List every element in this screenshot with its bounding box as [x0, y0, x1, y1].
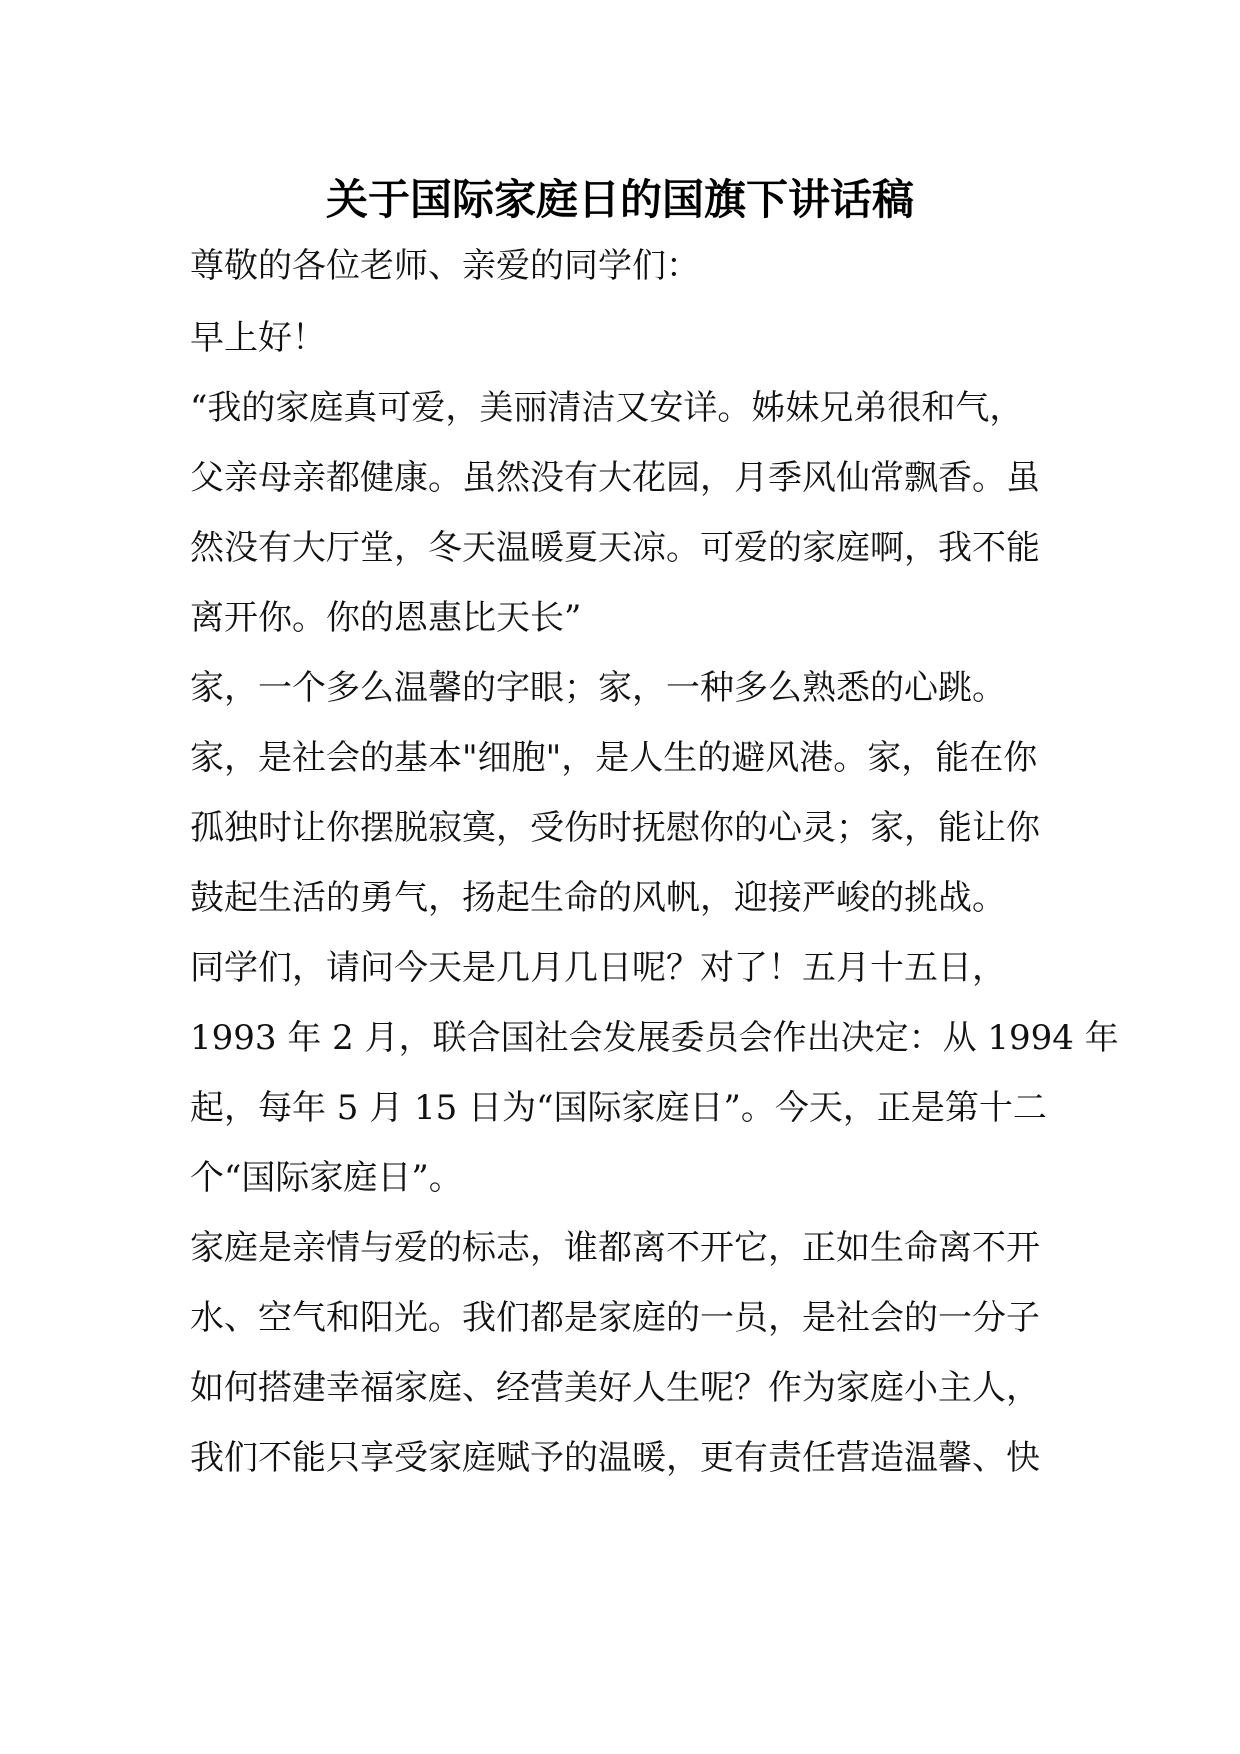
text-line: 然没有大厅堂，冬天温暖夏天凉。可爱的家庭啊，我不能 [190, 528, 1040, 568]
text-line: 家庭是亲情与爱的标志，谁都离不开它，正如生命离不开 [190, 1228, 1040, 1268]
text-line: 我们不能只享受家庭赋予的温暖，更有责任营造温馨、快 [190, 1438, 1040, 1478]
text-line: 鼓起生活的勇气，扬起生命的风帆，迎接严峻的挑战。 [190, 878, 1006, 918]
text-line: 早上好！ [190, 318, 326, 358]
text-line: 水、空气和阳光。我们都是家庭的一员，是社会的一分子 [190, 1298, 1040, 1338]
text-line: 如何搭建幸福家庭、经营美好人生呢？作为家庭小主人， [190, 1368, 1040, 1408]
text-line: 孤独时让你摆脱寂寞，受伤时抚慰你的心灵；家，能让你 [190, 808, 1040, 848]
text-line: 离开你。你的恩惠比天长” [190, 598, 582, 638]
text-line: 家，是社会的基本"细胞"，是人生的避风港。家，能在你 [190, 738, 1038, 778]
document-title: 关于国际家庭日的国旗下讲话稿 [325, 175, 914, 224]
text-line: 家，一个多么温馨的字眼；家，一种多么熟悉的心跳。 [190, 668, 1006, 708]
text-line: 1993 年 2 月，联合国社会发展委员会作出决定：从 1994 年 [190, 1018, 1119, 1058]
text-line: 起，每年 5 月 15 日为“国际家庭日”。今天，正是第十二 [190, 1088, 1047, 1128]
text-line: “我的家庭真可爱，美丽清洁又安详。姊妹兄弟很和气， [190, 388, 1024, 428]
text-line: 同学们，请问今天是几月几日呢？对了！五月十五日， [190, 948, 1006, 988]
text-line: 尊敬的各位老师、亲爱的同学们： [190, 246, 700, 286]
text-line: 父亲母亲都健康。虽然没有大花园，月季风仙常飘香。虽 [190, 458, 1040, 498]
text-line: 个“国际家庭日”。 [190, 1158, 463, 1198]
